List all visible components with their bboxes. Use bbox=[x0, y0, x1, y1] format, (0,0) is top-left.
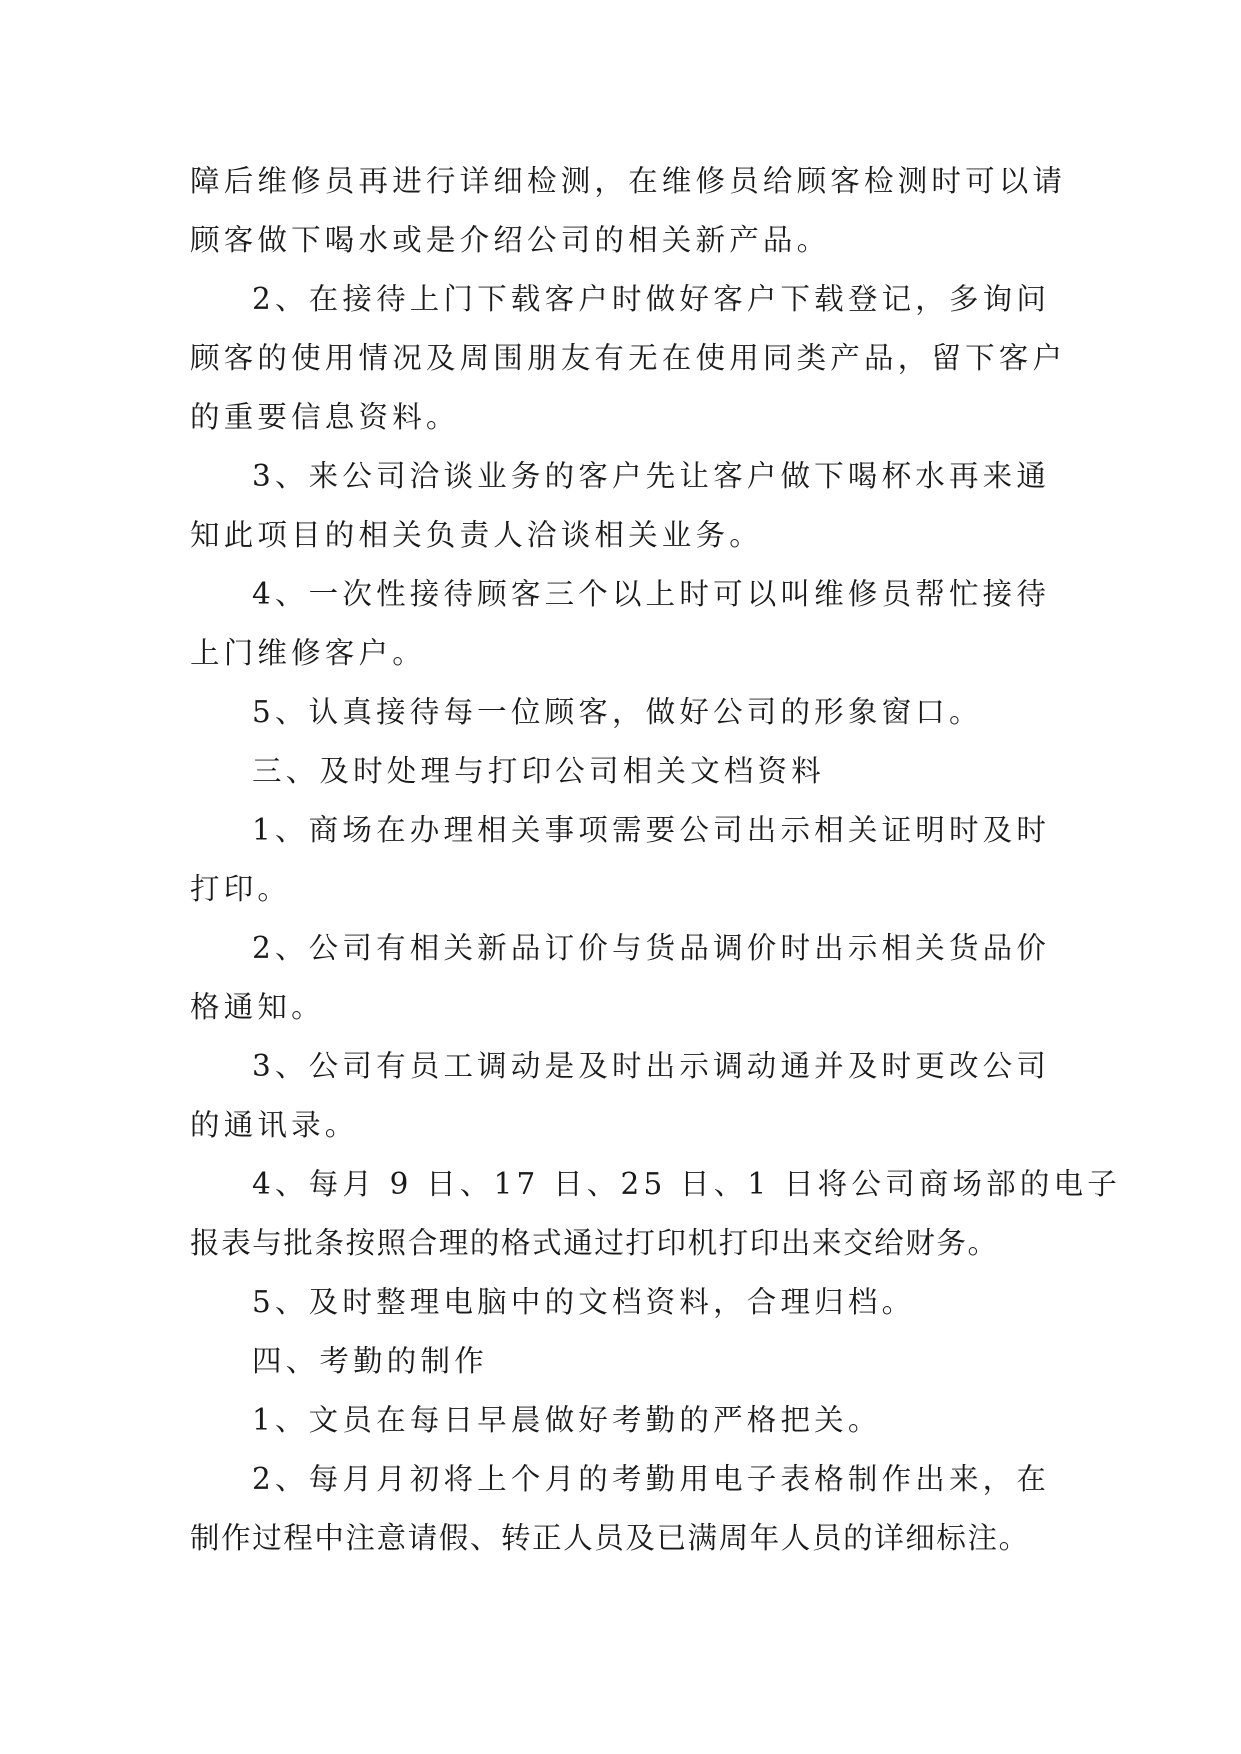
section-heading: 四、考勤的制作 bbox=[252, 1344, 488, 1378]
paragraph-line: 2、每月月初将上个月的考勤用电子表格制作出来，在 bbox=[252, 1462, 1051, 1496]
paragraph-line: 4、每月 9 日、17 日、25 日、1 日将公司商场部的电子 bbox=[252, 1167, 1121, 1201]
section-heading: 三、及时处理与打印公司相关文档资料 bbox=[252, 754, 825, 788]
paragraph-line: 障后维修员再进行详细检测，在维修员给顾客检测时可以请 bbox=[190, 164, 1067, 198]
paragraph-line: 4、一次性接待顾客三个以上时可以叫维修员帮忙接待 bbox=[252, 577, 1051, 611]
paragraph-line: 知此项目的相关负责人洽谈相关业务。 bbox=[190, 518, 763, 552]
paragraph-line: 1、商场在办理相关事项需要公司出示相关证明时及时 bbox=[252, 813, 1051, 847]
paragraph-line: 制作过程中注意请假、转正人员及已满周年人员的详细标注。 bbox=[190, 1521, 1030, 1555]
paragraph-line: 顾客的使用情况及周围朋友有无在使用同类产品，留下客户 bbox=[190, 341, 1067, 375]
paragraph-line: 2、公司有相关新品订价与货品调价时出示相关货品价 bbox=[252, 931, 1051, 965]
paragraph-line: 的通讯录。 bbox=[190, 1108, 359, 1142]
paragraph-line: 5、认真接待每一位顾客，做好公司的形象窗口。 bbox=[252, 695, 983, 729]
paragraph-line: 上门维修客户。 bbox=[190, 636, 426, 670]
paragraph-line: 5、及时整理电脑中的文档资料，合理归档。 bbox=[252, 1285, 916, 1319]
paragraph-line: 的重要信息资料。 bbox=[190, 400, 460, 434]
paragraph-line: 打印。 bbox=[190, 872, 292, 906]
paragraph-line: 报表与批条按照合理的格式通过打印机打印出来交给财务。 bbox=[190, 1226, 999, 1260]
document-body bbox=[190, 152, 1121, 1568]
paragraph-line: 2、在接待上门下载客户时做好客户下载登记，多询问 bbox=[252, 282, 1051, 316]
paragraph-line: 3、公司有员工调动是及时出示调动通并及时更改公司 bbox=[252, 1049, 1051, 1083]
paragraph-line: 3、来公司洽谈业务的客户先让客户做下喝杯水再来通 bbox=[252, 459, 1051, 493]
paragraph-line: 格通知。 bbox=[190, 990, 325, 1024]
paragraph-line: 顾客做下喝水或是介绍公司的相关新产品。 bbox=[190, 223, 831, 257]
paragraph-line: 1、文员在每日早晨做好考勤的严格把关。 bbox=[252, 1403, 882, 1437]
